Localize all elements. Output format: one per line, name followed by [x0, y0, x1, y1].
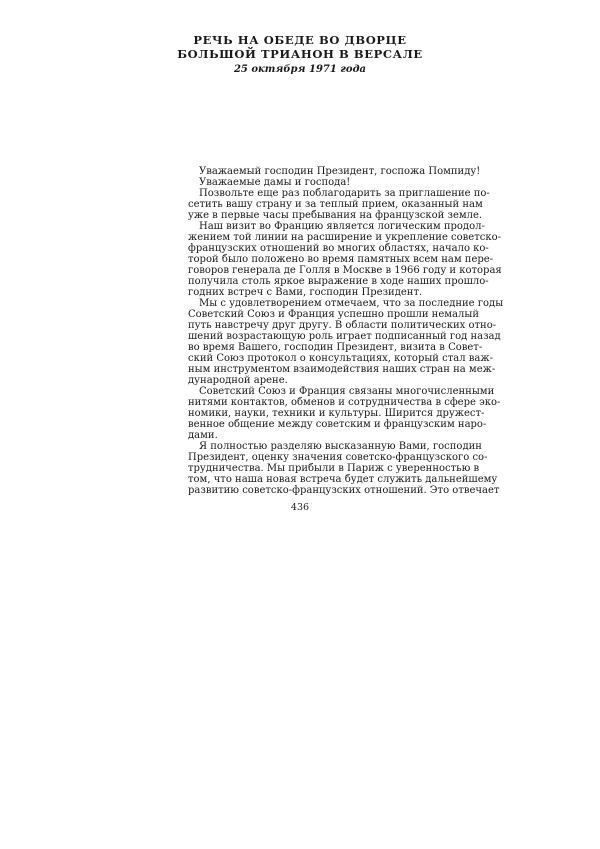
date-subtitle: 25 октября 1971 года — [233, 64, 367, 75]
title-line-2: БОЛЬШОЙ ТРИАНОН В ВЕРСАЛЕ — [177, 47, 423, 61]
text-line: дународной арене. — [188, 375, 288, 386]
text-line: Президент, оценку значения советско-французского со- — [188, 452, 488, 463]
text-line: шений возрастающую роль играет подписанный год назад — [188, 331, 501, 342]
text-line: Я полностью разделяю высказанную Вами, господин — [199, 441, 482, 452]
text-line: развитию советско-французских отношений. Это отвечает — [188, 485, 500, 496]
text-line: Позвольте еще раз поблагодарить за приглашение по- — [199, 188, 490, 199]
text-line: путь навстречу друг другу. В области политических отно- — [188, 320, 497, 331]
text-line: Советский Союз и Франция связаны многочисленными — [199, 386, 495, 397]
text-line: во время Вашего, господин Президент, визита в Совет- — [188, 342, 483, 353]
text-line: Мы с удовлетворением отмечаем, что за последние годы — [199, 298, 504, 309]
speech-text — [188, 166, 504, 496]
text-line: сетить вашу страну и за теплый прием, оказанный нам — [188, 199, 483, 210]
text-line: Наш визит во Францию является логическим продол- — [199, 221, 485, 232]
text-line: получила столь яркое выражение в ходе наших прошло- — [188, 276, 489, 287]
text-line: уже в первые часы пребывания на французской земле. — [188, 210, 483, 221]
text-line: венное общение между советским и французским наро- — [188, 419, 487, 430]
text-line: годних встреч с Вами, господин Президент. — [188, 287, 423, 298]
text-line: Уважаемый господин Президент, госпожа Помпиду! — [199, 166, 481, 177]
text-line: дами. — [188, 430, 218, 441]
text-line: Уважаемые дамы и господа! — [199, 177, 351, 188]
text-line: трудничества. Мы прибыли в Париж с уверенностью в — [188, 463, 480, 474]
text-line: нитями контактов, обменов и сотрудничества в сфере эко- — [188, 397, 501, 408]
page-number: 436 — [290, 502, 310, 513]
text-line: говоров генерала де Голля в Москве в 1966 году и которая — [188, 265, 502, 276]
title-line-1: РЕЧЬ НА ОБЕДЕ ВО ДВОРЦЕ — [193, 33, 407, 47]
text-line: французских отношений во многих областях, начало ко- — [188, 243, 489, 254]
text-line: том, что наша новая встреча будет служить дальнейшему — [188, 474, 498, 485]
text-line: номики, науки, техники и культуры. Ширится дружест- — [188, 408, 485, 419]
text-line: ский Союз протокол о консультациях, который стал важ- — [188, 353, 493, 364]
text-line: торой было положено во время памятных всем нам пере- — [188, 254, 494, 265]
text-line: жением той линии на расширение и укрепление советско- — [188, 232, 501, 243]
text-line: Советский Союз и Франция успешно прошли немалый — [188, 309, 479, 320]
text-line: ным инструментом взаимодействия наших стран на меж- — [188, 364, 496, 375]
